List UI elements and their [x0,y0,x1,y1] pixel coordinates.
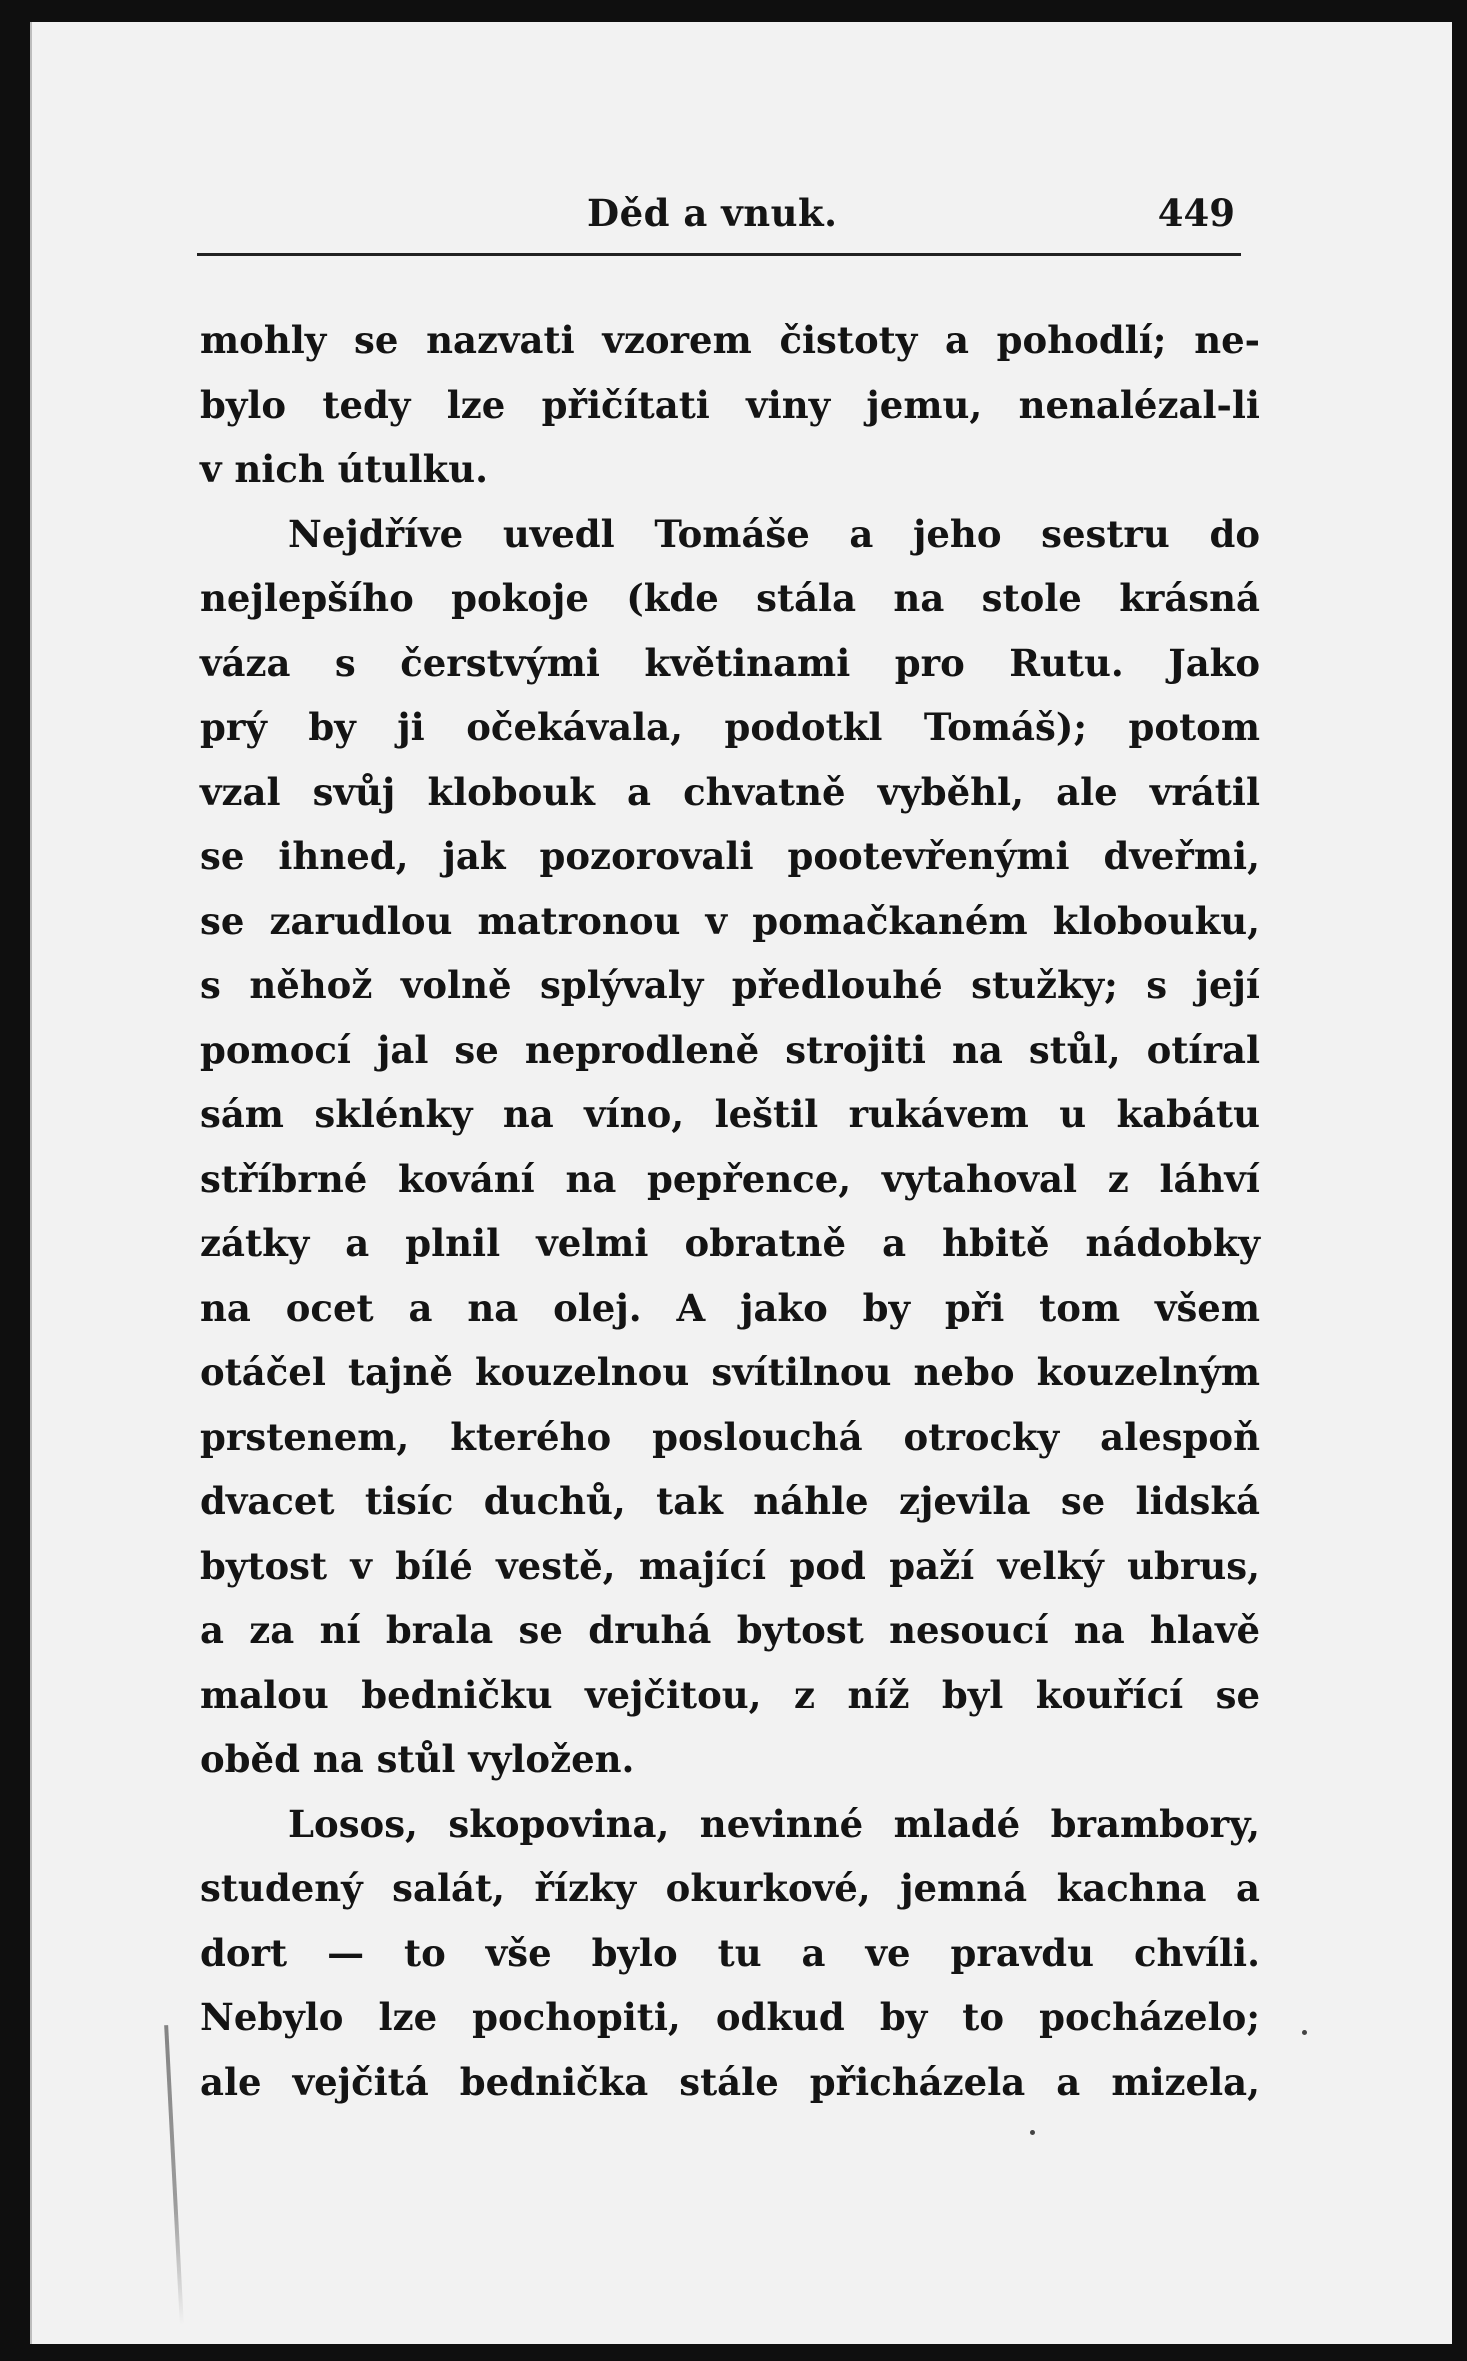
text-line: nejlepšího pokoje (kde stála na stole krásná [200,576,1260,620]
margin-speck [1302,2030,1307,2035]
text-line: prý by ji očekávala, podotkl Tomáš); potom [200,705,1260,749]
paragraph-start-line: Losos, skopovina, nevinné mladé brambory, [288,1801,1260,1846]
text-line: na ocet a na olej. A jako by při tom všem [200,1285,1260,1330]
paragraph-start-line: Nejdříve uvedl Tomáše a jeho sestru do [288,511,1260,556]
text-line: ale vejčitá bednička stále přicházela a mizela, [200,2059,1260,2104]
margin-speck [1030,2130,1035,2135]
text-line: zátky a plnil velmi obratně a hbitě nádobky [200,1221,1260,1265]
text-line: otáčel tajně kouzelnou svítilnou nebo kouzelným [200,1350,1260,1394]
text-line: se zarudlou matronou v pomačkaném klobouku, [200,898,1260,943]
text-line: se ihned, jak pozorovali pootevřenými dveřmi, [200,834,1260,878]
page-header [197,183,1241,256]
text-line: malou bedničku vejčitou, z níž byl kouřící se [200,1672,1260,1717]
running-title: Děd a vnuk. [587,191,838,235]
text-line: dort — to vše bylo tu a ve pravdu chvíli. [200,1930,1260,1975]
text-line: bylo tedy lze přičítati viny jemu, nenalézal-li [200,382,1260,427]
text-line: studený salát, řízky okurkové, jemná kachna a [200,1866,1260,1910]
text-line: sám sklénky na víno, leštil rukávem u kabátu [200,1092,1260,1136]
text-line: stříbrné kování na pepřence, vytahoval z láhví [200,1156,1260,1201]
text-line: dvacet tisíc duchů, tak náhle zjevila se lidská [200,1479,1260,1523]
text-line: váza s čerstvými květinami pro Rutu. Jako [200,640,1260,685]
body-text [200,308,1260,2114]
text-line: Nebylo lze pochopiti, odkud by to pocházelo; [200,1995,1260,2039]
text-line: prstenem, kterého poslouchá otrocky alespoň [200,1414,1260,1459]
text-line: bytost v bílé vestě, mající pod paží velký ubrus, [200,1543,1260,1588]
text-line: mohly se nazvati vzorem čistoty a pohodlí; ne- [200,318,1260,362]
text-line: s něhož volně splývaly předlouhé stužky; s její [200,963,1260,1007]
text-line: a za ní brala se druhá bytost nesoucí na hlavě [200,1608,1260,1652]
paragraph-end-line: oběd na stůl vyložen. [200,1737,635,1781]
paragraph-end-line: v nich útulku. [200,447,489,491]
page-number: 449 [1157,191,1235,235]
text-line: vzal svůj klobouk a chvatně vyběhl, ale vrátil [200,769,1260,814]
text-line: pomocí jal se neprodleně strojiti na stůl, otíral [200,1027,1260,1072]
